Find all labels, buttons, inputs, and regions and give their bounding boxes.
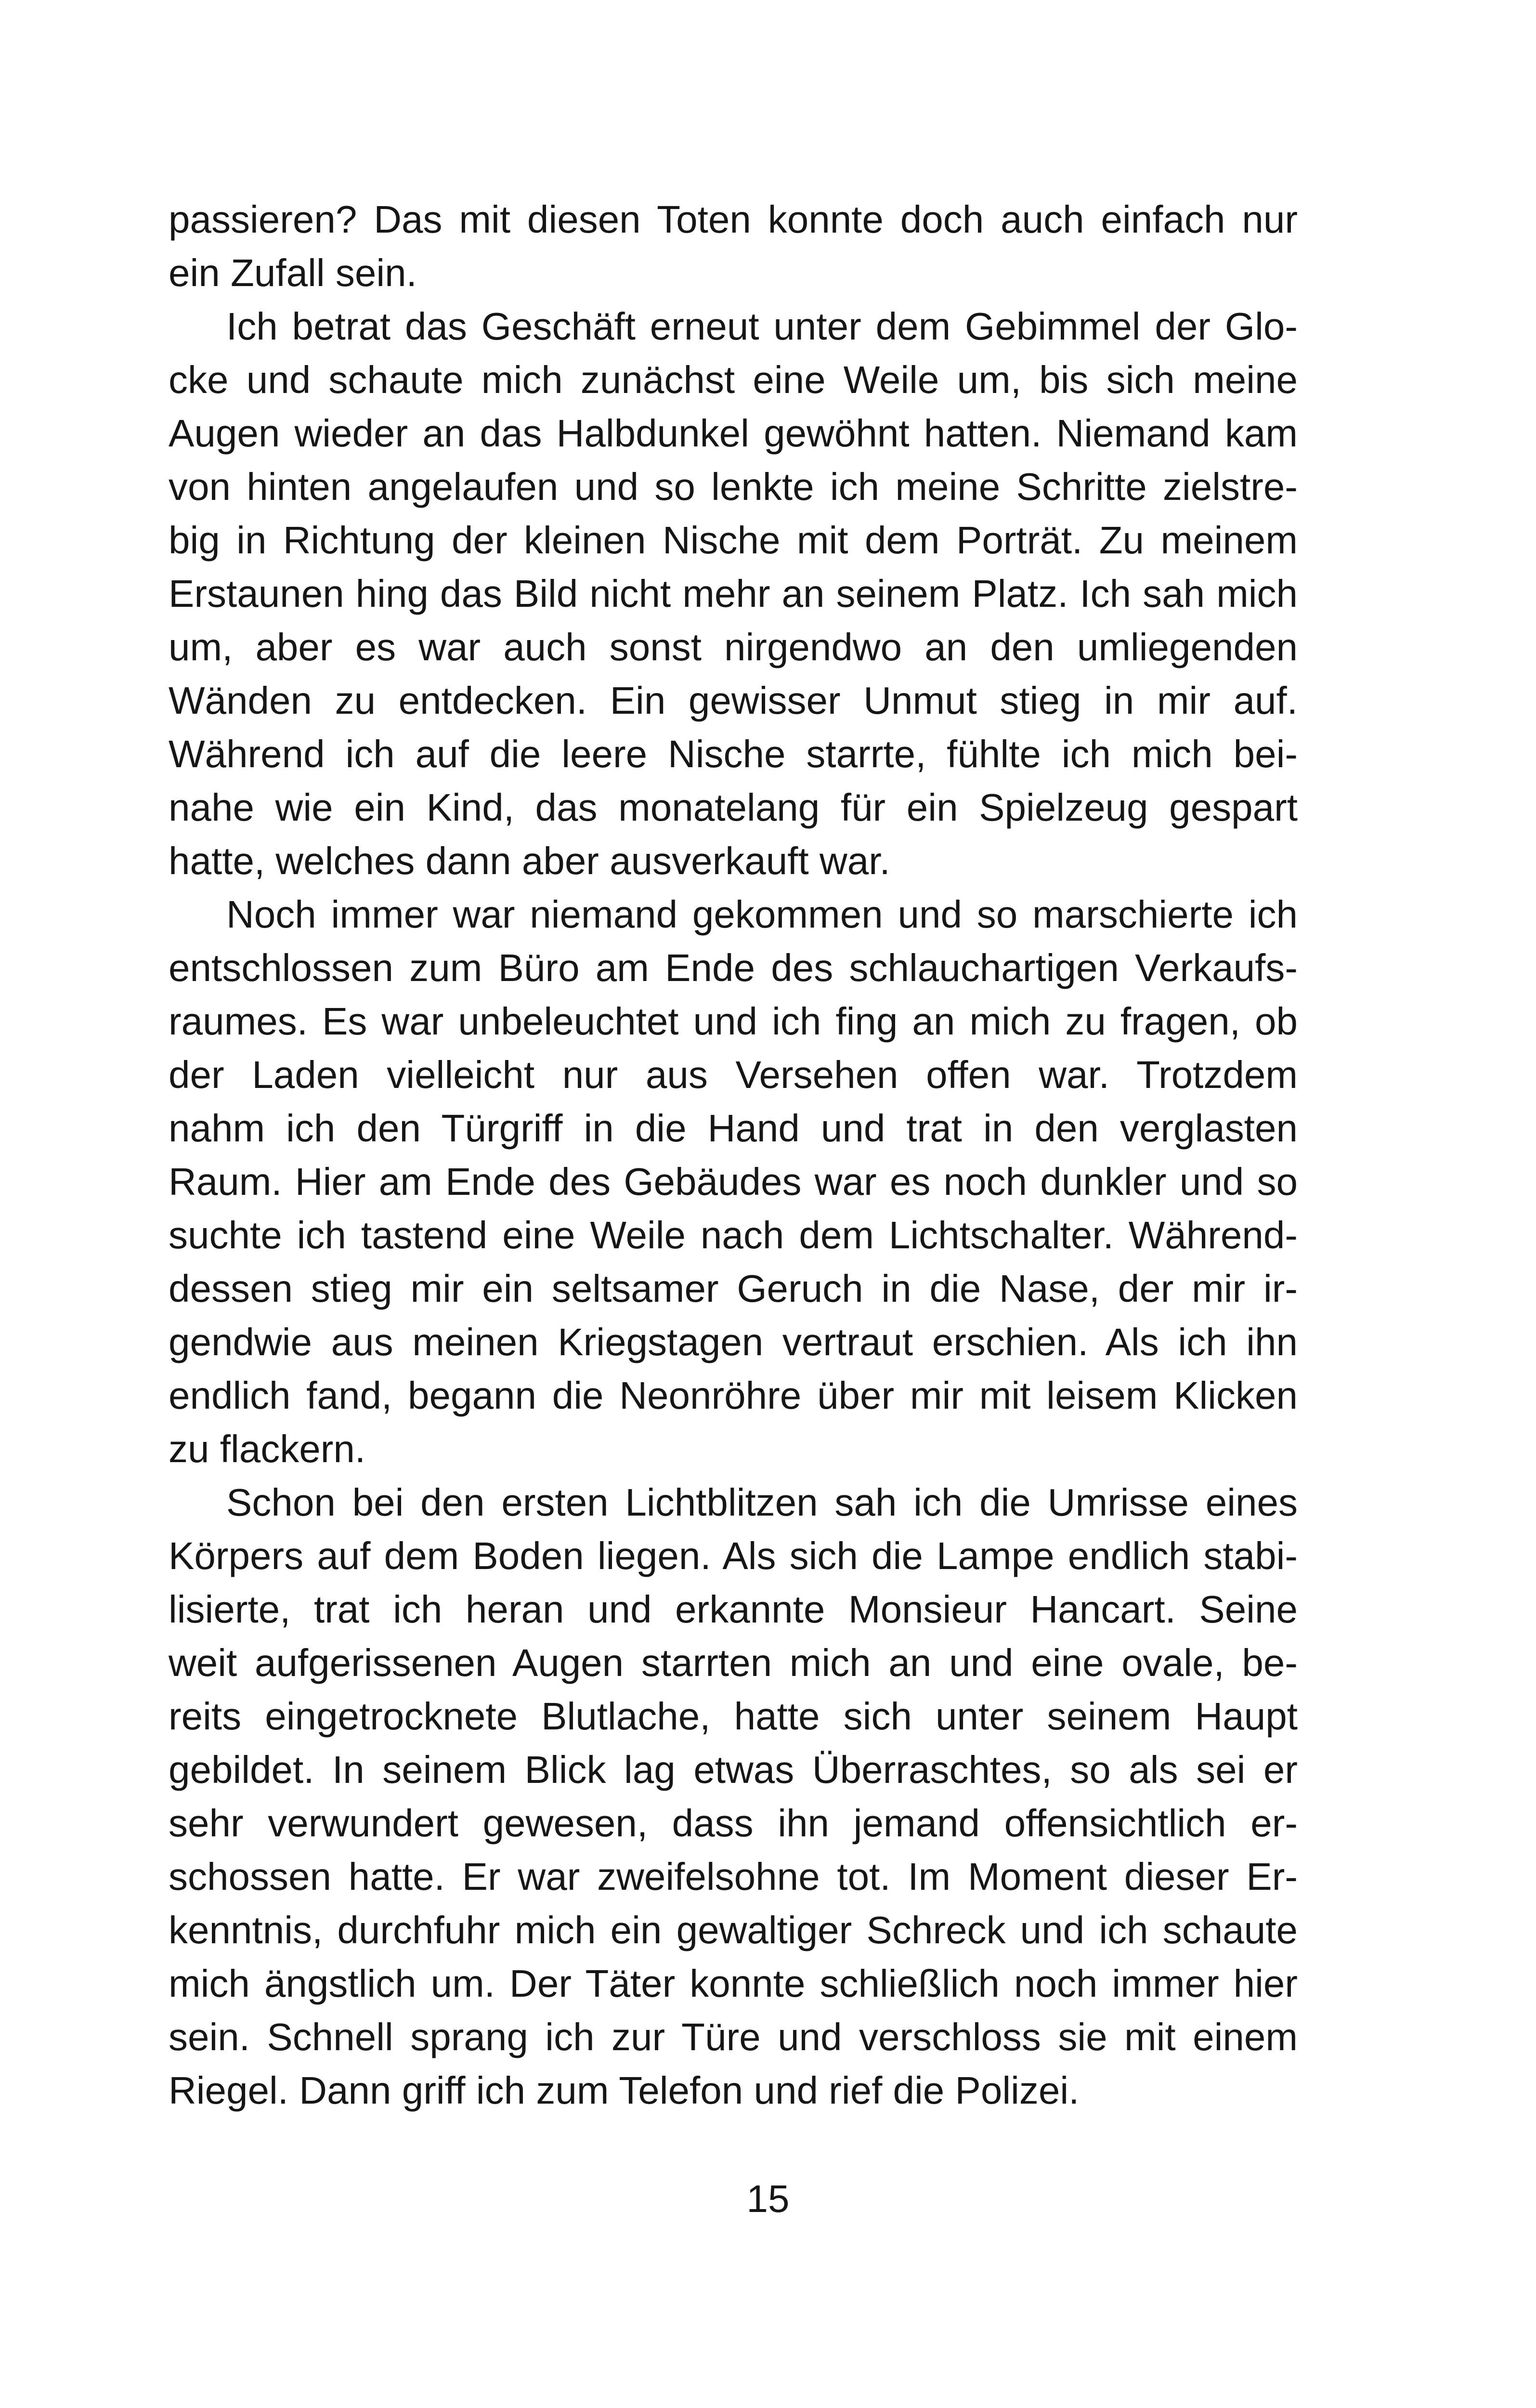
- text-line: kenntnis, durchfuhr mich ein gewaltiger Schreck und ich schaute: [169, 1909, 1298, 1951]
- text-line: zu flackern.: [169, 1427, 366, 1470]
- text-line: Schon bei den ersten Lichtblitzen sah ich die Umrisse eines: [226, 1481, 1298, 1524]
- text-line: mich ängstlich um. Der Täter konnte schließlich noch immer hier: [169, 1962, 1298, 2005]
- page-number: 15: [746, 2177, 790, 2220]
- text-line: gendwie aus meinen Kriegstagen vertraut erschien. Als ich ihn: [169, 1321, 1298, 1363]
- text-line: Erstaunen hing das Bild nicht mehr an seinem Platz. Ich sah mich: [169, 572, 1298, 615]
- text-line: sehr verwundert gewesen, dass ihn jemand offensichtlich er-: [169, 1802, 1298, 1845]
- paragraph: [169, 1476, 1298, 2117]
- text-line: gebildet. In seinem Blick lag etwas Überraschtes, so als sei er: [169, 1748, 1298, 1791]
- text-line: big in Richtung der kleinen Nische mit dem Porträt. Zu meinem: [169, 519, 1298, 562]
- paragraph: [169, 300, 1298, 888]
- body-text: [169, 193, 1298, 2117]
- text-line: passieren? Das mit diesen Toten konnte doch auch einfach nur: [169, 198, 1298, 241]
- text-line: Körpers auf dem Boden liegen. Als sich die Lampe endlich stabi-: [169, 1534, 1298, 1577]
- text-line: der Laden vielleicht nur aus Versehen offen war. Trotzdem: [169, 1053, 1298, 1096]
- text-line: ein Zufall sein.: [169, 251, 417, 294]
- text-line: um, aber es war auch sonst nirgendwo an den umliegenden: [169, 626, 1298, 668]
- text-line: lisierte, trat ich heran und erkannte Monsieur Hancart. Seine: [169, 1588, 1298, 1631]
- text-line: weit aufgerissenen Augen starrten mich an und eine ovale, be-: [169, 1641, 1298, 1684]
- text-line: cke und schaute mich zunächst eine Weile um, bis sich meine: [169, 358, 1298, 401]
- text-line: suchte ich tastend eine Weile nach dem Lichtschalter. Während-: [169, 1214, 1298, 1256]
- text-line: hatte, welches dann aber ausverkauft war.: [169, 839, 890, 882]
- text-line: Ich betrat das Geschäft erneut unter dem Gebimmel der Glo-: [226, 305, 1298, 348]
- text-line: Riegel. Dann griff ich zum Telefon und rief die Polizei.: [169, 2069, 1080, 2112]
- text-line: nahe wie ein Kind, das monatelang für ein Spielzeug gespart: [169, 786, 1298, 829]
- text-line: raumes. Es war unbeleuchtet und ich fing an mich zu fragen, ob: [169, 1000, 1298, 1043]
- text-line: dessen stieg mir ein seltsamer Geruch in die Nase, der mir ir-: [169, 1267, 1298, 1310]
- text-line: Während ich auf die leere Nische starrte, fühlte ich mich bei-: [169, 733, 1298, 775]
- text-line: endlich fand, begann die Neonröhre über mir mit leisem Klicken: [169, 1374, 1298, 1417]
- text-line: von hinten angelaufen und so lenkte ich meine Schritte zielstre-: [169, 465, 1298, 508]
- text-line: nahm ich den Türgriff in die Hand und trat in den verglasten: [169, 1107, 1298, 1150]
- text-line: entschlossen zum Büro am Ende des schlauchartigen Verkaufs-: [169, 946, 1298, 989]
- text-line: Wänden zu entdecken. Ein gewisser Unmut stieg in mir auf.: [169, 679, 1298, 722]
- paragraph: [169, 888, 1298, 1476]
- text-line: Augen wieder an das Halbdunkel gewöhnt hatten. Niemand kam: [169, 412, 1298, 455]
- text-line: reits eingetrocknete Blutlache, hatte sich unter seinem Haupt: [169, 1695, 1298, 1738]
- text-line: Raum. Hier am Ende des Gebäudes war es noch dunkler und so: [169, 1160, 1298, 1203]
- paragraph: [169, 193, 1298, 300]
- text-line: schossen hatte. Er war zweifelsohne tot. Im Moment dieser Er-: [169, 1855, 1298, 1898]
- text-line: sein. Schnell sprang ich zur Türe und verschloss sie mit einem: [169, 2015, 1298, 2058]
- text-line: Noch immer war niemand gekommen und so marschierte ich: [226, 893, 1298, 936]
